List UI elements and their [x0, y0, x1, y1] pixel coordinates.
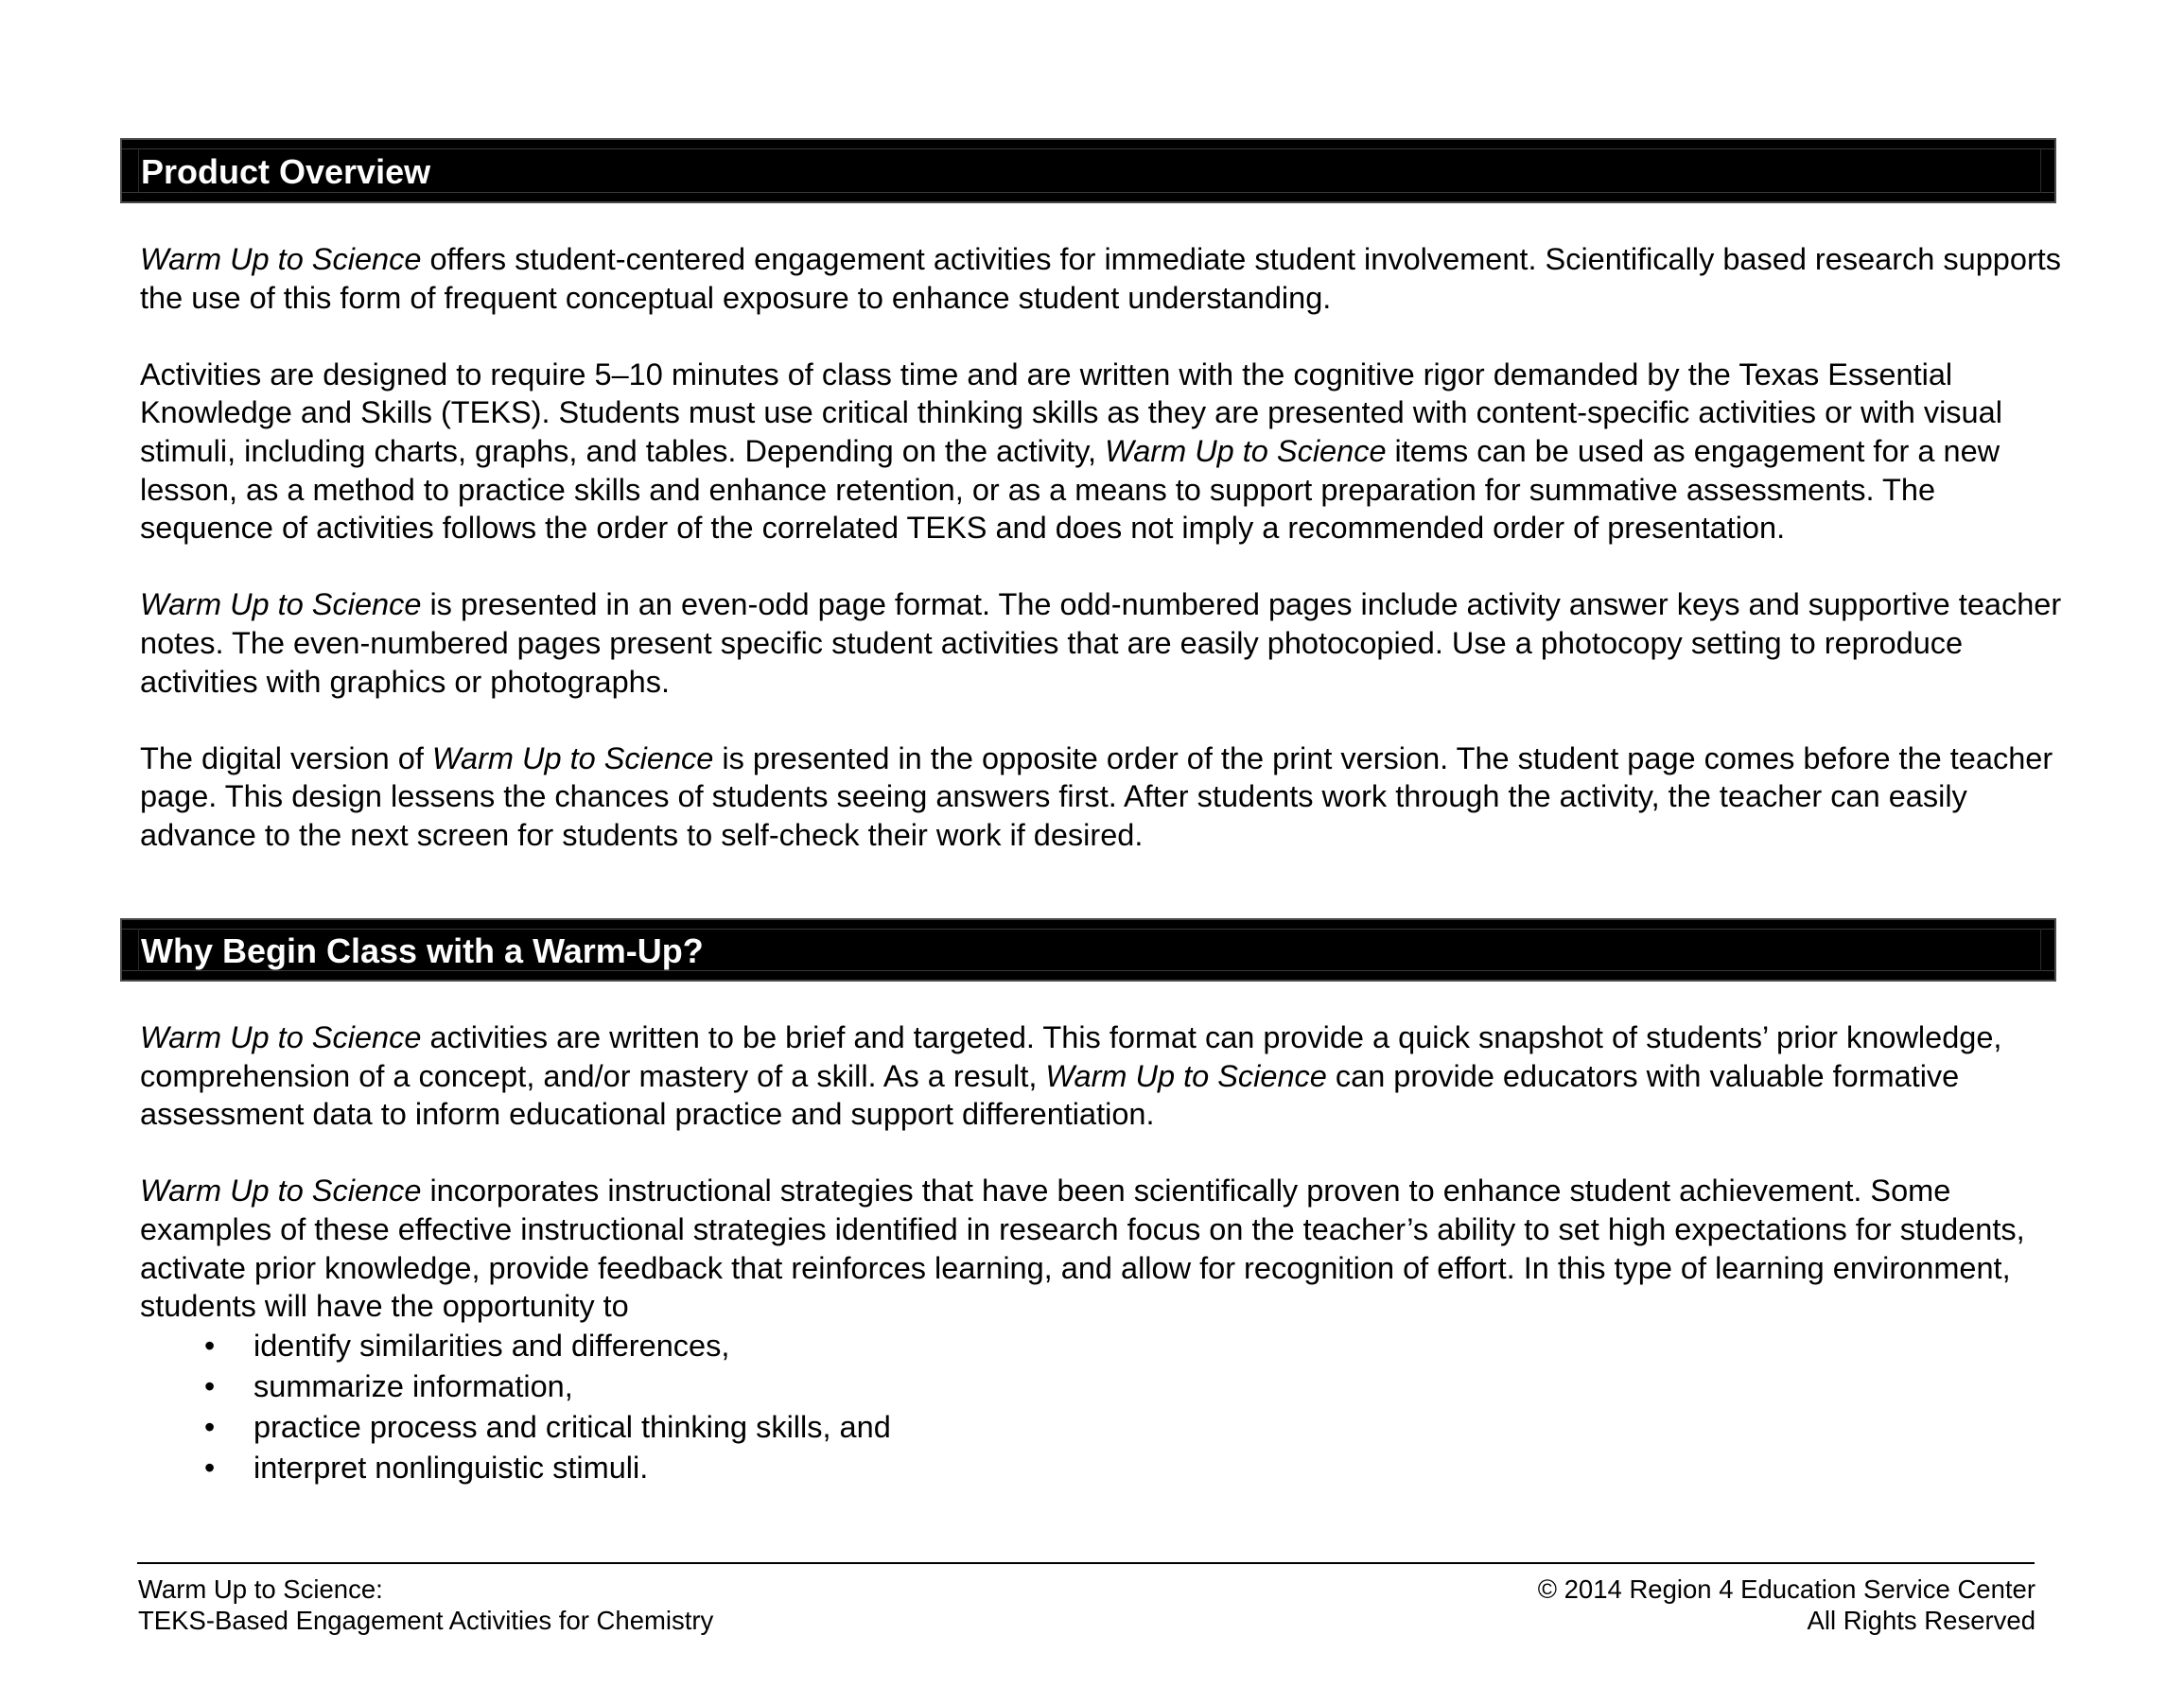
footer-title-line1: Warm Up to Science: [138, 1574, 383, 1604]
product-name: Warm Up to Science [140, 1020, 422, 1054]
section-header-product-overview [120, 138, 2056, 203]
copyright-line1: © 2014 Region 4 Education Service Center [1537, 1574, 2035, 1604]
header-rule [122, 192, 2054, 193]
bullet-icon: • [204, 1409, 216, 1444]
product-name: Warm Up to Science [1105, 433, 1387, 468]
paragraph: The digital version of Warm Up to Science is presented in the opposite order of the print version. The student page comes before the teacher page. This design lessens the chances of students seeing answers first. After students work through the activity, the teacher can easily advance to the next screen for students to self-check their work if desired. [140, 740, 2053, 852]
section-title: Why Begin Class with a Warm-Up? [141, 931, 704, 970]
header-rule [122, 148, 2054, 149]
header-rule [122, 970, 2054, 971]
product-name: Warm Up to Science [140, 242, 422, 276]
product-name: Warm Up to Science [431, 740, 714, 775]
header-rule [2040, 148, 2041, 193]
bullet-icon: • [204, 1450, 216, 1485]
product-name: Warm Up to Science [1045, 1058, 1327, 1093]
footer-copyright [1538, 1574, 2035, 1636]
paragraph: Warm Up to Science is presented in an even-odd page format. The odd-numbered pages include activity answer keys and supportive teacher notes. The even-numbered pages present specific student activities that are easily photocopied. Use a photocopy setting to reproduce activities with graphics or photographs. [140, 587, 2062, 699]
list-item: • summarize information, [140, 1366, 2070, 1407]
list-item: • practice process and critical thinking skills, and [140, 1407, 2070, 1448]
paragraph: Warm Up to Science incorporates instructional strategies that have been scientifically proven to enhance student achievement. Some examples of these effective instructional strategies identified in research focus on the teacher’s ability to set high expectations for students, activate prior knowledge, provide feedback that reinforces learning, and allow for recognition of effort. In this type of learning environment, students will have the opportunity to [140, 1174, 2025, 1324]
footer-title [138, 1574, 713, 1636]
section-title: Product Overview [141, 152, 431, 191]
bullet-icon: • [204, 1368, 216, 1403]
product-name: Warm Up to Science [140, 1174, 422, 1209]
section-header-why-warm-up [120, 918, 2056, 982]
list-item: • interpret nonlinguistic stimuli. [140, 1448, 2070, 1488]
opportunity-list [140, 1326, 2070, 1488]
footer-divider [137, 1562, 2035, 1564]
header-rule [2040, 929, 2041, 971]
header-rule [122, 929, 2054, 930]
header-rule [138, 148, 139, 193]
product-overview-body [140, 240, 2070, 855]
product-name: Warm Up to Science [140, 587, 422, 622]
why-warm-up-body [140, 1018, 2070, 1488]
copyright-line2: All Rights Reserved [1807, 1606, 2035, 1635]
bullet-icon: • [204, 1328, 216, 1363]
header-rule [138, 929, 139, 971]
list-item: • identify similarities and differences, [140, 1326, 2070, 1366]
paragraph: Warm Up to Science offers student-centered engagement activities for immediate student involvement. Scientifically based research supports the use of this form of frequent conceptual exposure to enhance student understanding. [140, 242, 2062, 315]
paragraph: Activities are designed to require 5–10 minutes of class time and are written with the cognitive rigor demanded by the Texas Essential Knowledge and Skills (TEKS). Students must use critical thinking skills as they are presented with content-specific activities or with visual stimuli, including charts, graphs, and tables. Depending on the activity, Warm Up to Science items can be used as engagement for a new lesson, as a method to practice skills and enhance retention, or as a means to support preparation for summative assessments. The sequence of activities follows the order of the correlated TEKS and does not imply a recommended order of presentation. [140, 357, 2002, 546]
footer-title-line2: TEKS-Based Engagement Activities for Chemistry [138, 1606, 714, 1635]
paragraph: Warm Up to Science activities are written to be brief and targeted. This format can provide a quick snapshot of students’ prior knowledge, comprehension of a concept, and/or mastery of a skill. As a result, Warm Up to Science can provide educators with valuable formative assessment data to inform educational practice and support differentiation. [140, 1020, 2002, 1132]
